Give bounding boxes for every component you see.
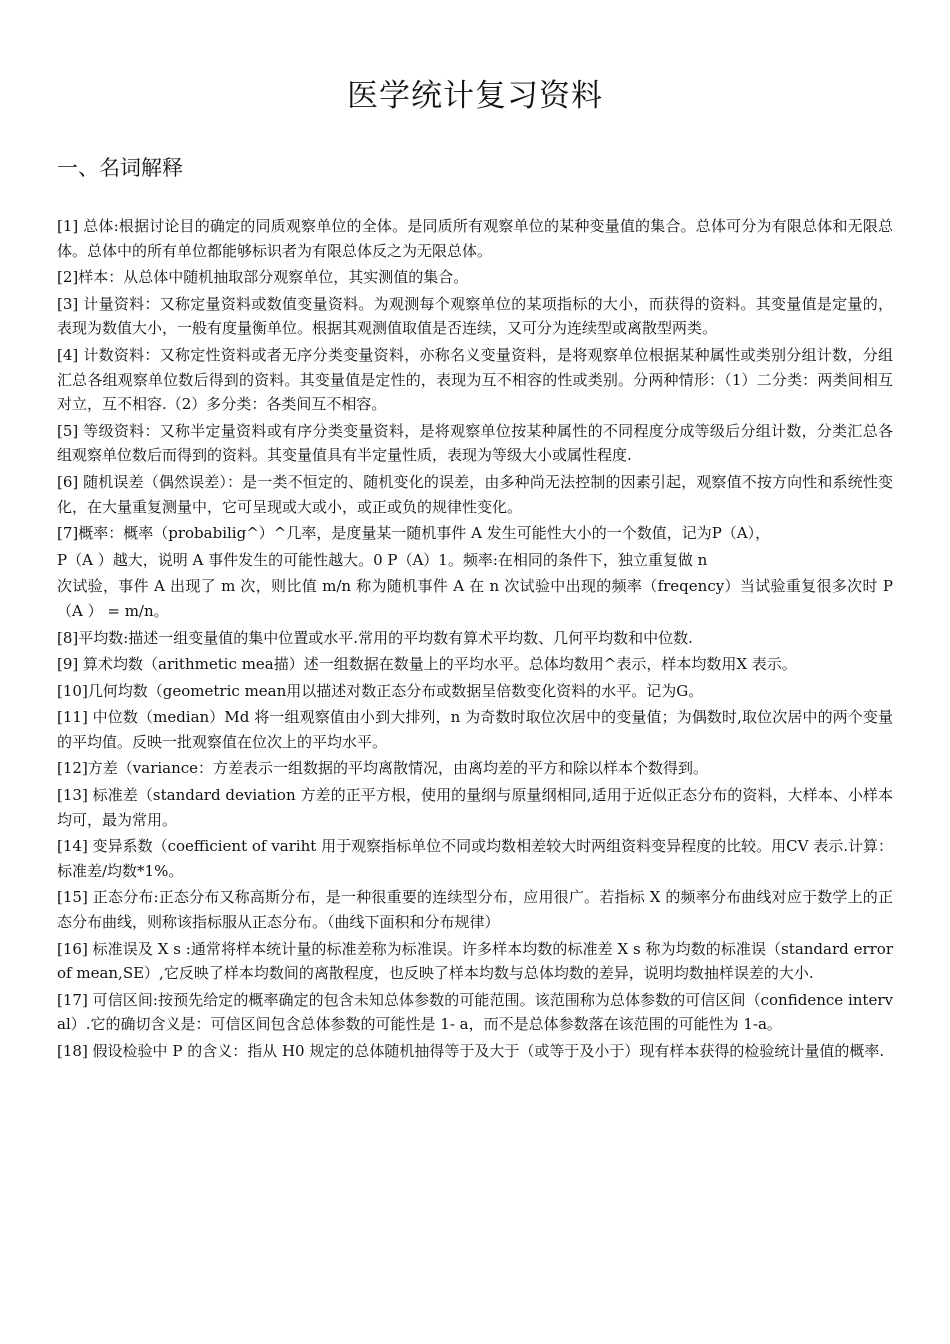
entry-text: [8]平均数:描述一组变量值的集中位置或水平.常用的平均数有算术平均数、几何平均数和中位数. [57,628,693,647]
entry-text: [17] 可信区间:按预先给定的概率确定的包含未知总体参数的可能范围。该范围称为总体参数的可信区间（confidence interval）.它的确切含义是：可信区间包含总体参数的可能性是 1- a，而不是总体参数落在该范围的可能性为 1-a。 [57,990,893,1034]
entry-text: [2]样本：从总体中随机抽取部分观察单位，其实测值的集合。 [57,268,469,287]
glossary-entry-7-frequency [57,574,893,623]
glossary-entry-3 [57,292,893,341]
entry-text: [5] 等级资料：又称半定量资料或有序分类变量资料，是将观察单位按某种属性的不同程度分成等级后分组计数，分类汇总各组观察单位数后而得到的资料。其变量值具有半定量性质，表现为等级大小或属性程度. [57,421,893,465]
glossary-entry-1 [57,214,893,263]
entry-text: [7]概率：概率（probabilig^）^几率，是度量某一随机事件 A 发生可能性大小的一个数值，记为P（A）， [57,524,771,543]
entry-text: [6] 随机误差（偶然误差）：是一类不恒定的、随机变化的误差，由多种尚无法控制的因素引起，观察值不按方向性和系统性变化，在大量重复测量中，它可呈现或大或小，或正或负的规律性变化。 [57,472,893,516]
entry-text: [12]方差（variance：方差表示一组数据的平均离散情况，由离均差的平方和除以样本个数得到。 [57,759,709,778]
glossary-entry-2 [57,265,893,290]
entry-text: [9] 算术均数（arithmetic mea描）述一组数据在数量上的平均水平。总体均数用^表示，样本均数用X 表示。 [57,655,797,674]
glossary-list [57,214,893,1066]
glossary-entry-8 [57,626,893,651]
glossary-entry-14 [57,834,893,883]
glossary-entry-13 [57,783,893,832]
glossary-entry-17 [57,988,893,1037]
glossary-entry-15 [57,885,893,934]
entry-text: P（A ）越大，说明 A 事件发生的可能性越大。0 P（A）1。频率:在相同的条件下，独立重复做 n [57,550,708,569]
entry-text: [4] 计数资料：又称定性资料或者无序分类变量资料，亦称名义变量资料，是将观察单位根据某种属性或类别分组计数，分组汇总各组观察单位数后得到的资料。其变量值是定性的，表现为互不相容的性或类别。分两种情形：（1）二分类：两类间相互对立，互不相容.（2）多分类：各类间互不相容。 [57,345,893,414]
entry-text: [1] 总体:根据讨论目的确定的同质观察单位的全体。是同质所有观察单位的某种变量值的集合。总体可分为有限总体和无限总体。总体中的所有单位都能够标识者为有限总体反之为无限总体。 [57,217,893,260]
entry-text: [3] 计量资料：又称定量资料或数值变量资料。为观测每个观察单位的某项指标的大小，而获得的资料。其变量值是定量的，表现为数值大小，一般有度量衡单位。根据其观测值取值是否连续，又可分为连续型或离散型两类。 [57,294,893,338]
glossary-entry-7-continued [57,548,893,573]
glossary-entry-6 [57,470,893,519]
entry-text: [13] 标准差（standard deviation 方差的正平方根，使用的量纲与原量纲相同,适用于近似正态分布的资料，大样本、小样本均可，最为常用。 [57,786,893,829]
glossary-entry-7 [57,521,893,546]
glossary-entry-18 [57,1039,893,1064]
glossary-entry-11 [57,705,893,754]
entry-text: [14] 变异系数（coefficient of variht 用于观察指标单位不同或均数相差较大时两组资料变异程度的比较。用CV 表示.计算：标准差/均数*1%。 [57,837,893,880]
entry-text: [18] 假设检验中 P 的含义：指从 H0 规定的总体随机抽得等于及大于（或等于及小于）现有样本获得的检验统计量值的概率. [57,1042,885,1060]
glossary-entry-9 [57,652,893,677]
document-title: 医学统计复习资料 [347,78,603,114]
entry-text: [15] 正态分布:正态分布又称高斯分布，是一种很重要的连续型分布，应用很广。若指标 X 的频率分布曲线对应于数学上的正态分布曲线，则称该指标服从正态分布。（曲线下面积和分布规律） [57,888,893,932]
entry-text: [11] 中位数（median）Md 将一组观察值由小到大排列，n 为奇数时取位次居中的变量值；为偶数时,取位次居中的两个变量的平均值。反映一批观察值在位次上的平均水平。 [57,708,893,751]
glossary-entry-16 [57,937,893,986]
glossary-entry-12 [57,756,893,781]
glossary-entry-4 [57,343,893,417]
glossary-entry-5 [57,419,893,468]
section-heading: 一、名词解释 [57,156,183,180]
glossary-entry-10 [57,679,893,704]
entry-text: [16] 标准误及 X s :通常将样本统计量的标准差称为标准误。许多样本均数的标准差 X s 称为均数的标准误（standard error of mean,SE）,它反映了样本均数间的离散程度，也反映了样本均数与总体均数的差异，说明均数抽样误差的大小. [57,939,893,983]
entry-text: 次试验，事件 A 出现了 m 次，则比值 m/n 称为随机事件 A 在 n 次试验中出现的频率（freqency）当试验重复很多次时 P （A ） = m/n。 [57,577,893,620]
entry-text: [10]几何均数（geometric mean用以描述对数正态分布或数据呈倍数变化资料的水平。记为G。 [57,681,704,700]
